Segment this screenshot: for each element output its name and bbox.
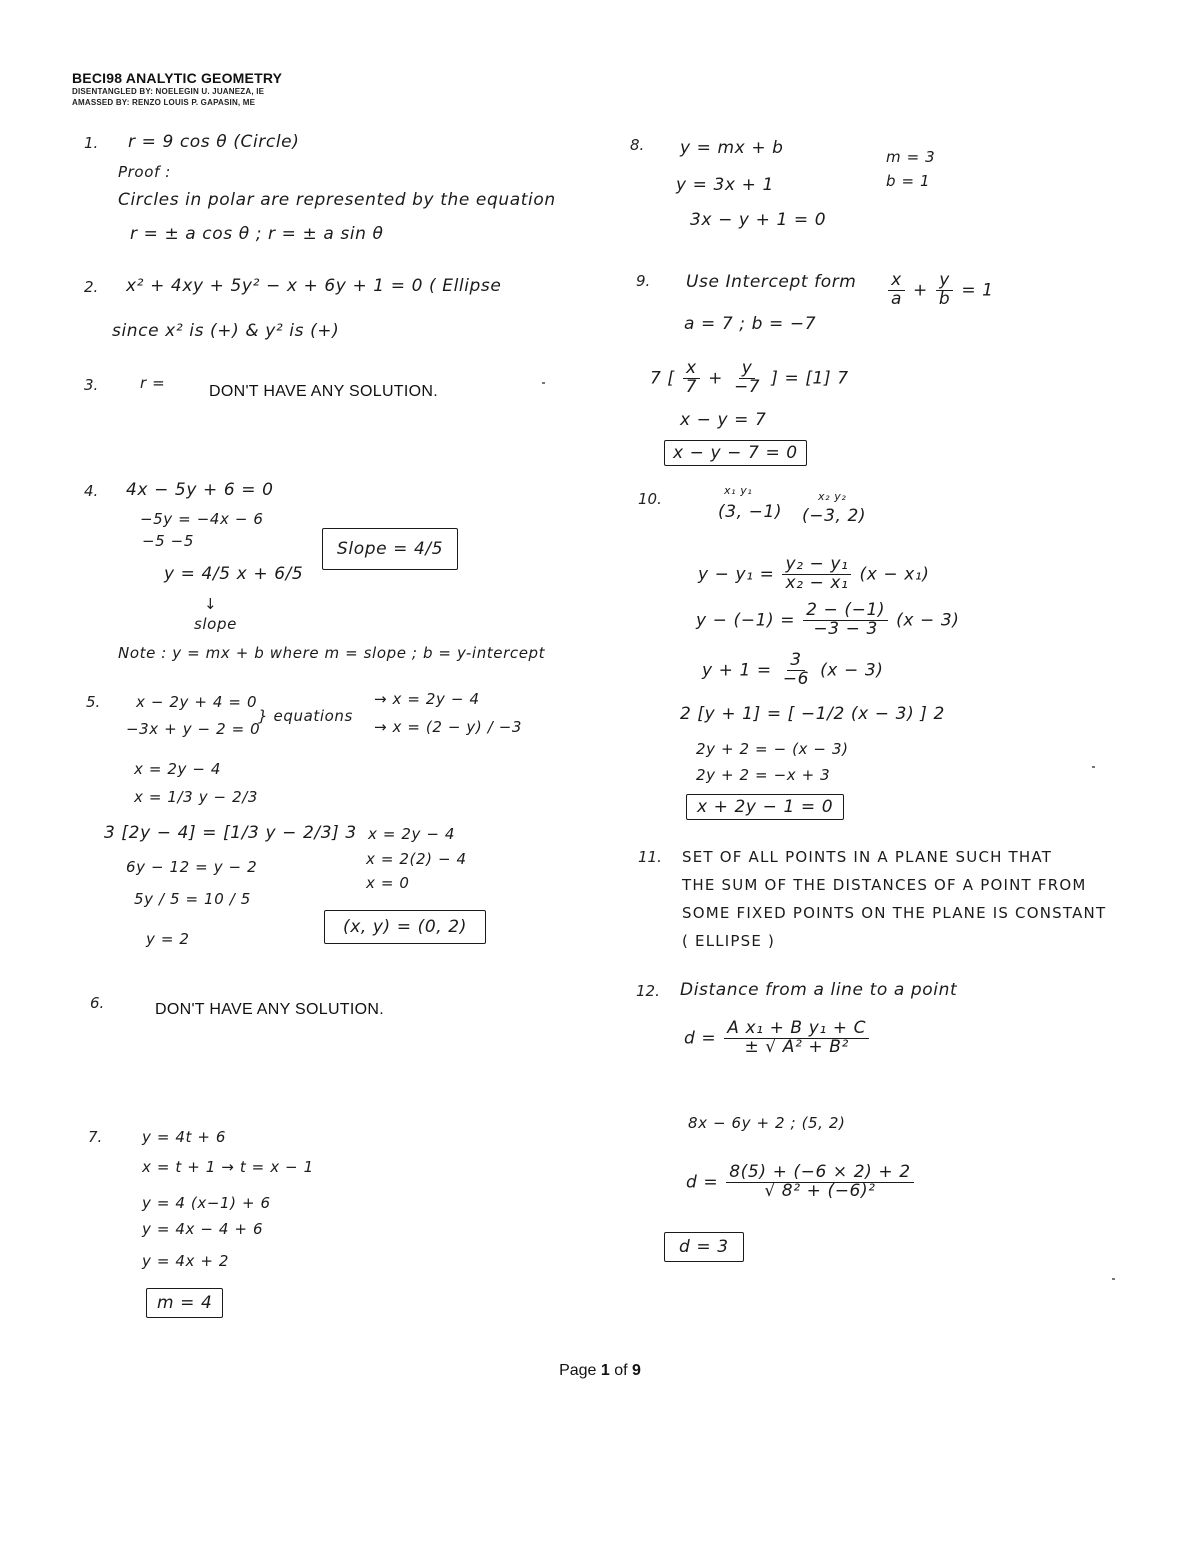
q4-line3: y = 4/5 x + 6/5 <box>164 564 304 584</box>
q2-line2: since x² is (+) & y² is (+) <box>112 321 340 341</box>
q11-line3: SOME FIXED POINTS ON THE PLANE IS CONSTANT <box>682 904 1107 922</box>
q12-formula-den: ± √ A² + B² <box>744 1036 849 1057</box>
q7-line5: y = 4x + 2 <box>142 1252 230 1270</box>
q12-sub-den: √ 8² + (−6)² <box>764 1180 876 1201</box>
q10-line2 <box>696 602 960 639</box>
q1-line1: r = 9 cos θ (Circle) <box>128 132 300 152</box>
q9-form-b: b <box>938 288 951 309</box>
q1-line3: Circles in polar are represented by the equation <box>118 190 556 210</box>
q11-line1: SET OF ALL POINTS IN A PLANE SUCH THAT <box>682 848 1053 866</box>
q5-sub1: x = 2y − 4 <box>368 825 456 843</box>
q2-line1: x² + 4xy + 5y² − x + 6y + 1 = 0 ( Ellipse <box>126 276 502 296</box>
q4-note: Note : y = mx + b where m = slope ; b = y-intercept <box>118 644 546 662</box>
q12-formula <box>684 1020 871 1057</box>
q4-arrow: ↓ <box>204 595 218 613</box>
q10-l1-rhs: (x − x₁) <box>859 564 930 585</box>
q9-line2: a = 7 ; b = −7 <box>684 314 817 334</box>
q5-line4: x = 1/3 y − 2/3 <box>134 788 259 806</box>
q9-form-y: y <box>936 272 953 291</box>
q12-line1: Distance from a line to a point <box>680 980 958 1000</box>
q10-l1-lhs: y − y₁ = <box>698 564 775 585</box>
footer-page: 1 <box>600 1362 610 1379</box>
q4-slope-label: slope <box>194 615 237 633</box>
q5-number: 5. <box>86 693 101 711</box>
q7-answer-box: m = 4 <box>146 1288 223 1318</box>
q10-line4: 2 [y + 1] = [ −1/2 (x − 3) ] 2 <box>680 704 945 724</box>
q5-line7: 5y / 5 = 10 / 5 <box>134 890 251 908</box>
q8-b-value: b = 1 <box>886 172 931 190</box>
q8-number: 8. <box>630 136 645 154</box>
q2-number: 2. <box>84 278 99 296</box>
q9-line4: x − y = 7 <box>680 410 767 430</box>
q10-p1-label: x₁ y₁ <box>724 484 753 497</box>
q9-form-x: x <box>888 272 905 291</box>
q1-line4: r = ± a cos θ ; r = ± a sin θ <box>130 224 384 244</box>
q9-line1: Use Intercept form <box>686 272 857 292</box>
q5-right1: → x = 2y − 4 <box>374 690 480 708</box>
footer-total: 9 <box>632 1362 641 1379</box>
q10-p2-label: x₂ y₂ <box>818 490 847 503</box>
q1-line2: Proof : <box>118 163 171 181</box>
q5-sub3: x = 0 <box>366 874 410 892</box>
stray-mark <box>1112 1278 1115 1280</box>
q5-right2: → x = (2 − y) / −3 <box>374 718 523 736</box>
q5-eq2: −3x + y − 2 = 0 <box>126 720 261 738</box>
q7-line2: x = t + 1 → t = x − 1 <box>142 1158 314 1176</box>
q5-sub2: x = 2(2) − 4 <box>366 850 467 868</box>
q6-no-solution: DON'T HAVE ANY SOLUTION. <box>155 1001 384 1018</box>
q5-line6: 6y − 12 = y − 2 <box>126 858 258 876</box>
q5-line3: x = 2y − 4 <box>134 760 222 778</box>
q1-number: 1. <box>84 134 99 152</box>
q5-eq1: x − 2y + 4 = 0 <box>136 693 258 711</box>
q12-answer-box: d = 3 <box>664 1232 744 1262</box>
q9-intercept-form: $\frac{x}{a}$ + $\frac{y}{b}$ = 1 <box>886 272 994 309</box>
q10-l3-lhs: y + 1 = <box>702 660 772 681</box>
q9-multiplier: 7 <box>650 368 662 389</box>
q12-number: 12. <box>636 982 660 1000</box>
q10-l2-num: 2 − (−1) <box>803 602 888 621</box>
q10-l2-den: −3 − 3 <box>813 618 878 639</box>
q4-line1: 4x − 5y + 6 = 0 <box>126 480 274 500</box>
footer-mid: of <box>609 1362 633 1379</box>
q8-m-value: m = 3 <box>886 148 936 166</box>
q9-answer-box: x − y − 7 = 0 <box>664 440 807 466</box>
q11-line2: THE SUM OF THE DISTANCES OF A POINT FROM <box>682 876 1087 894</box>
q4-answer-box: Slope = 4/5 <box>322 528 458 570</box>
q12-substitution <box>686 1164 916 1201</box>
q11-line4: ( ELLIPSE ) <box>682 932 776 950</box>
amassed-by: AMASSED BY: RENZO LOUIS P. GAPASIN, ME <box>72 98 256 107</box>
q5-line8: y = 2 <box>146 930 190 948</box>
q6-number: 6. <box>90 994 105 1012</box>
q7-line4: y = 4x − 4 + 6 <box>142 1220 264 1238</box>
q10-p2: (−3, 2) <box>802 506 867 526</box>
disentangled-by: DISENTANGLED BY: NOELEGIN U. JUANEZA, IE <box>72 87 265 96</box>
page-footer <box>0 1362 1200 1380</box>
q10-line1 <box>698 556 930 593</box>
q5-answer-box: (x, y) = (0, 2) <box>324 910 486 944</box>
q8-line3: 3x − y + 1 = 0 <box>690 210 827 230</box>
q10-line3 <box>702 652 883 689</box>
q12-sub-num: 8(5) + (−6 × 2) + 2 <box>726 1164 913 1183</box>
stray-mark <box>542 382 545 384</box>
q12-line2: 8x − 6y + 2 ; (5, 2) <box>688 1114 846 1132</box>
q4-line2: −5y = −4x − 6 <box>140 510 264 528</box>
q10-line6: 2y + 2 = −x + 3 <box>696 766 831 784</box>
q4-number: 4. <box>84 482 99 500</box>
q3-no-solution: DON'T HAVE ANY SOLUTION. <box>209 383 438 400</box>
q8-line1: y = mx + b <box>680 138 784 158</box>
q10-l2-lhs: y − (−1) = <box>696 610 796 631</box>
q12-formula-num: A x₁ + B y₁ + C <box>724 1020 869 1039</box>
q10-l3-num: 3 <box>787 652 804 671</box>
q10-p1: (3, −1) <box>718 502 783 522</box>
q10-l1-num: y₂ − y₁ <box>782 556 851 575</box>
q10-l3-den: −6 <box>782 668 810 689</box>
q3-line1: r = <box>140 374 166 392</box>
footer-prefix: Page <box>559 1362 601 1379</box>
document-header <box>72 70 282 108</box>
q10-l2-rhs: (x − 3) <box>896 610 960 631</box>
q10-answer-box: x + 2y − 1 = 0 <box>686 794 844 820</box>
q9-l3-x-den: 7 <box>685 376 698 397</box>
q3-number: 3. <box>84 376 99 394</box>
q9-l3-y: y <box>739 360 756 379</box>
q9-l3-x: x <box>683 360 700 379</box>
q9-line3: 7 [ $\frac{x}{7}$ + $\frac{y}{-7}$ ] = [1] 7 <box>650 358 849 397</box>
q12-sub-lhs: d = <box>686 1172 719 1193</box>
q7-line3: y = 4 (x−1) + 6 <box>142 1194 271 1212</box>
q5-line5: 3 [2y − 4] = [1/3 y − 2/3] 3 <box>104 823 357 843</box>
course-title: BECI98 ANALYTIC GEOMETRY <box>72 70 283 86</box>
q9-l3-y-den: −7 <box>733 376 761 397</box>
q8-line2: y = 3x + 1 <box>676 175 774 195</box>
q9-number: 9. <box>636 272 651 290</box>
q10-l1-den: x₂ − x₁ <box>785 572 849 593</box>
q11-number: 11. <box>638 848 662 866</box>
q10-l3-rhs: (x − 3) <box>820 660 884 681</box>
q12-formula-lhs: d = <box>684 1028 717 1049</box>
q9-form-end: = 1 <box>961 280 994 301</box>
q7-line1: y = 4t + 6 <box>142 1128 227 1146</box>
q4-line2b: −5 −5 <box>142 532 194 550</box>
q5-brace-label: } equations <box>258 707 353 725</box>
q7-number: 7. <box>88 1128 103 1146</box>
q9-l3-end: = [1] 7 <box>784 368 849 389</box>
q10-number: 10. <box>638 490 662 508</box>
stray-mark <box>1092 766 1095 768</box>
q10-line5: 2y + 2 = − (x − 3) <box>696 740 849 758</box>
q9-form-a: a <box>891 288 903 309</box>
